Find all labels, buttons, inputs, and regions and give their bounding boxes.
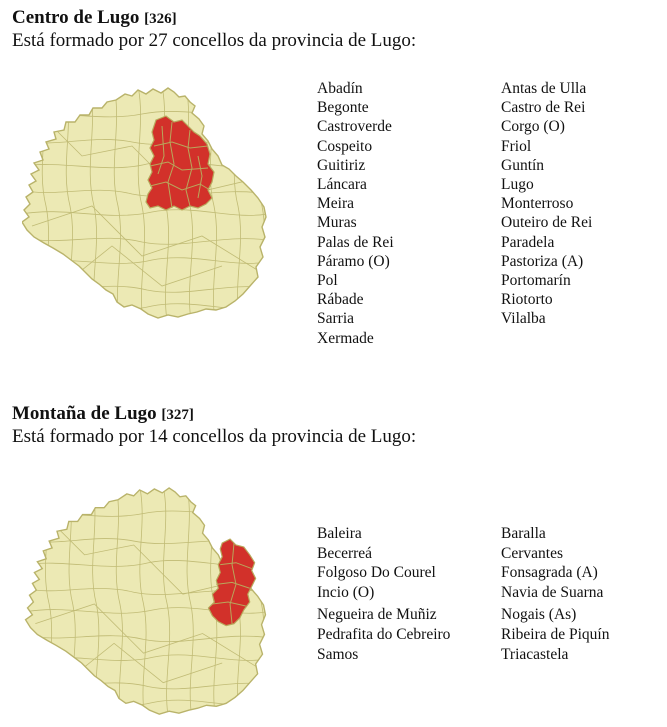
section-subtitle: Está formado por 27 concellos da provincia de Lugo: xyxy=(12,30,417,51)
list-item: Rábade xyxy=(317,291,364,309)
municipality-list-left xyxy=(317,79,394,348)
list-item: Pedrafita do Cebreiro xyxy=(317,625,451,643)
list-item: Incio (O) xyxy=(317,583,375,601)
list-item: Sarria xyxy=(317,310,355,328)
list-item: Palas de Rei xyxy=(317,233,394,251)
list-item: Negueira de Muñiz xyxy=(317,606,437,624)
municipality-list-right xyxy=(501,524,610,664)
list-item: Becerreá xyxy=(317,544,373,562)
galicia-map-centro-de-lugo xyxy=(22,86,267,326)
section-heading xyxy=(12,7,177,30)
list-item: Guntín xyxy=(501,156,545,174)
section-subtitle: Está formado por 14 concellos da provincia de Lugo: xyxy=(12,426,417,447)
list-item: Fonsagrada (A) xyxy=(501,564,598,582)
list-item: Baleira xyxy=(317,525,362,542)
section-heading xyxy=(12,403,194,426)
list-item: Outeiro de Rei xyxy=(501,214,593,232)
list-item: Riotorto xyxy=(501,291,553,309)
section-title: Centro de Lugo xyxy=(12,7,140,28)
list-item: Castro de Rei xyxy=(501,99,586,117)
list-item: Baralla xyxy=(501,525,546,542)
list-item: Portomarín xyxy=(501,272,571,290)
list-item: Ribeira de Piquín xyxy=(501,625,610,643)
galicia-map-montana-de-lugo xyxy=(22,486,270,722)
list-item: Nogais (As) xyxy=(501,606,577,624)
list-item: Paradela xyxy=(501,233,555,251)
list-item: Castroverde xyxy=(317,118,392,136)
list-item: Páramo (O) xyxy=(317,252,390,270)
list-item: Folgoso Do Courel xyxy=(317,564,436,582)
list-item: Cospeito xyxy=(317,137,373,155)
list-item: Cervantes xyxy=(501,544,563,562)
list-item: Friol xyxy=(501,137,532,155)
list-item: Guitiriz xyxy=(317,156,366,174)
municipality-list-right xyxy=(501,79,592,329)
section-code: [327] xyxy=(161,407,194,423)
list-item: Abadín xyxy=(317,80,363,97)
list-item: Triacastela xyxy=(501,645,569,663)
list-item: Corgo (O) xyxy=(501,118,565,136)
list-item: Pol xyxy=(317,272,338,290)
list-item: Begonte xyxy=(317,99,369,117)
municipality-list-left xyxy=(317,524,450,664)
list-item: Xermade xyxy=(317,329,374,347)
section-montana-de-lugo xyxy=(0,398,667,727)
list-item: Antas de Ulla xyxy=(501,80,587,97)
list-item: Muras xyxy=(317,214,357,232)
section-title: Montaña de Lugo xyxy=(12,403,157,424)
list-item: Samos xyxy=(317,645,359,663)
section-code: [326] xyxy=(144,11,177,27)
list-item: Vilalba xyxy=(501,310,546,328)
list-item: Navia de Suarna xyxy=(501,583,604,601)
list-item: Pastoriza (A) xyxy=(501,252,584,270)
list-item: Láncara xyxy=(317,176,367,194)
list-item: Monterroso xyxy=(501,195,574,213)
highlighted-region-centro xyxy=(146,116,214,210)
list-item: Lugo xyxy=(501,176,534,194)
list-item: Meira xyxy=(317,195,355,213)
